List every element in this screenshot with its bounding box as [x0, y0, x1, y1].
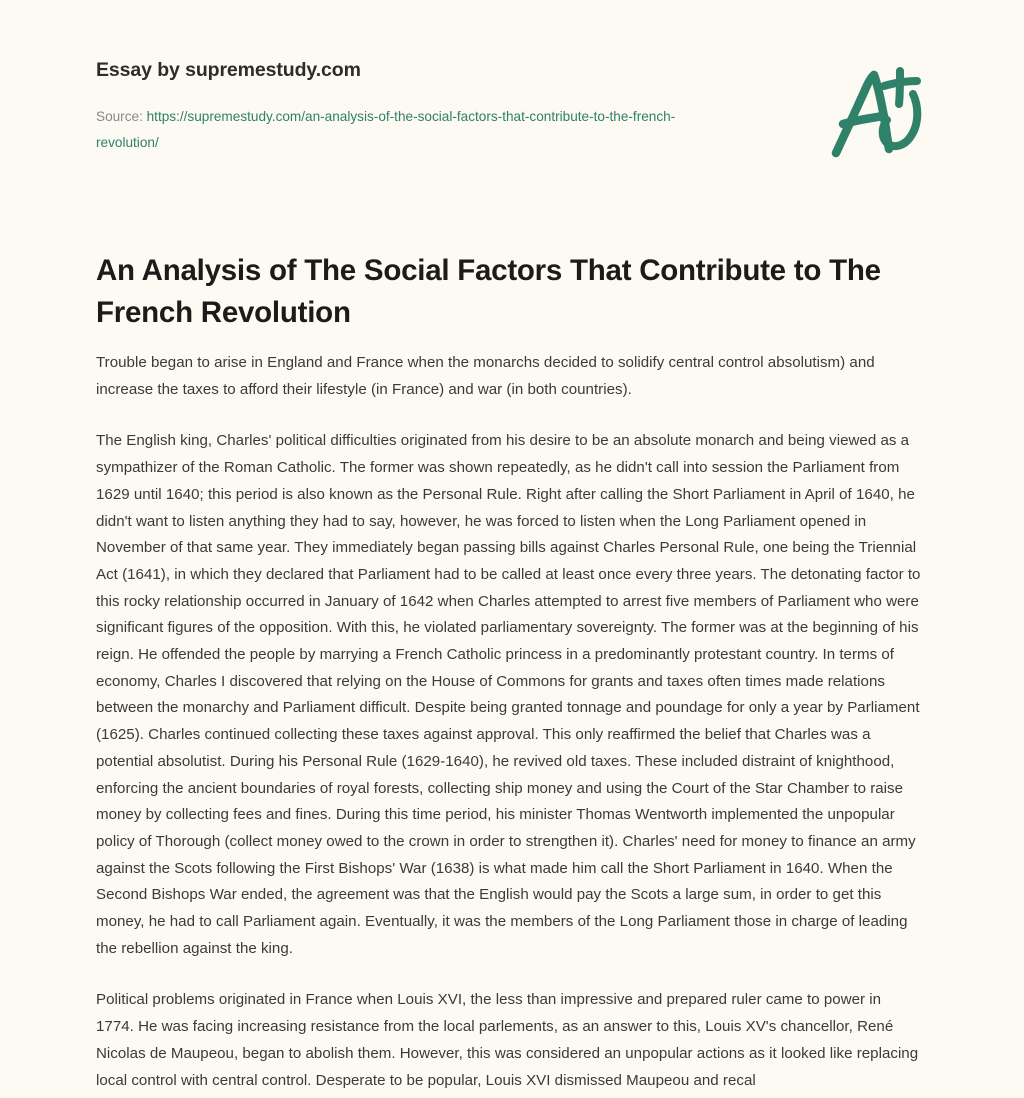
source-line [96, 104, 676, 154]
header-text-block [96, 56, 796, 155]
essay-byline: Essay by supremestudy.com [96, 59, 361, 81]
page-title: An Analysis of The Social Factors That Contribute to The French Revolution [96, 254, 881, 329]
body-paragraph: The English king, Charles' political difficulties originated from his desire to be an absolute monarch and being viewed as a sympathizer of the Roman Catholic. The former was shown repeatedly, as he didn't call into session the Parliament from 1629 until 1640; this period is also known as the Personal Rule. Right after calling the Short Parliament in April of 1640, he didn't want to listen anything they had to say, however, he was forced to listen when the Long Parliament opened in November of that same year. They immediately began passing bills against Charles Personal Rule, one being the Triennial Act (1641), in which they declared that Parliament had to be called at least once every three years. The detonating factor to this rocky relationship occurred in January of 1642 when Charles attempted to arrest five members of Parliament who were significant figures of the opposition. With this, he violated parliamentary sovereignty. The former was at the beginning of his reign. He offended the people by marrying a French Catholic princess in a predominantly protestant country. In terms of economy, Charles I discovered that relying on the House of Commons for grants and taxes often times made relations between the monarchy and Parliament difficult. Despite being granted tonnage and poundage for only a year by Parliament (1625). Charles continued collecting these taxes against approval. This only reaffirmed the belief that Charles was a potential absolutist. During his Personal Rule (1629-1640), he revived old taxes. These included distraint of knighthood, enforcing the ancient boundaries of royal forests, collecting ship money and using the Court of the Star Chamber to raise money by collecting fees and fines. During this time period, his minister Thomas Wentworth implemented the unpopular policy of Thorough (collect money owed to the crown in order to strengthen it). Charles' need for money to finance an army against the Scots following the First Bishops' War (1638) is what made him call the Short Parliament in 1640. When the Second Bishops War ended, the agreement was that the English would pay the Scots a large sum, in order to get this money, he had to call Parliament again. Eventually, it was the members of the Long Parliament those in charge of leading the rebellion against the king. [96, 432, 921, 957]
source-label: Source: [96, 109, 147, 125]
a-plus-handwritten-logo-icon [818, 52, 936, 170]
source-url-link[interactable]: https://supremestudy.com/an-analysis-of-the-social-factors-that-contribute-to-the-french-revolution/ [96, 109, 676, 150]
body-paragraph: Trouble began to arise in England and France when the monarchs decided to solidify central control absolutism) and increase the taxes to afford their lifestyle (in France) and war (in both countries). [96, 354, 875, 398]
header-row [96, 56, 928, 170]
document-header [0, 0, 1024, 170]
document-body [96, 350, 922, 1094]
body-paragraph: Political problems originated in France when Louis XVI, the less than impressive and prepared ruler came to power in 1774. He was facing increasing resistance from the local parlements, as an answer to this, Louis XV's chancellor, René Nicolas de Maupeou, began to abolish them. However, this was considered an unpopular actions as it looked like replacing local control with central control. Desperate to be popular, Louis XVI dismissed Maupeou and recal [96, 991, 919, 1089]
